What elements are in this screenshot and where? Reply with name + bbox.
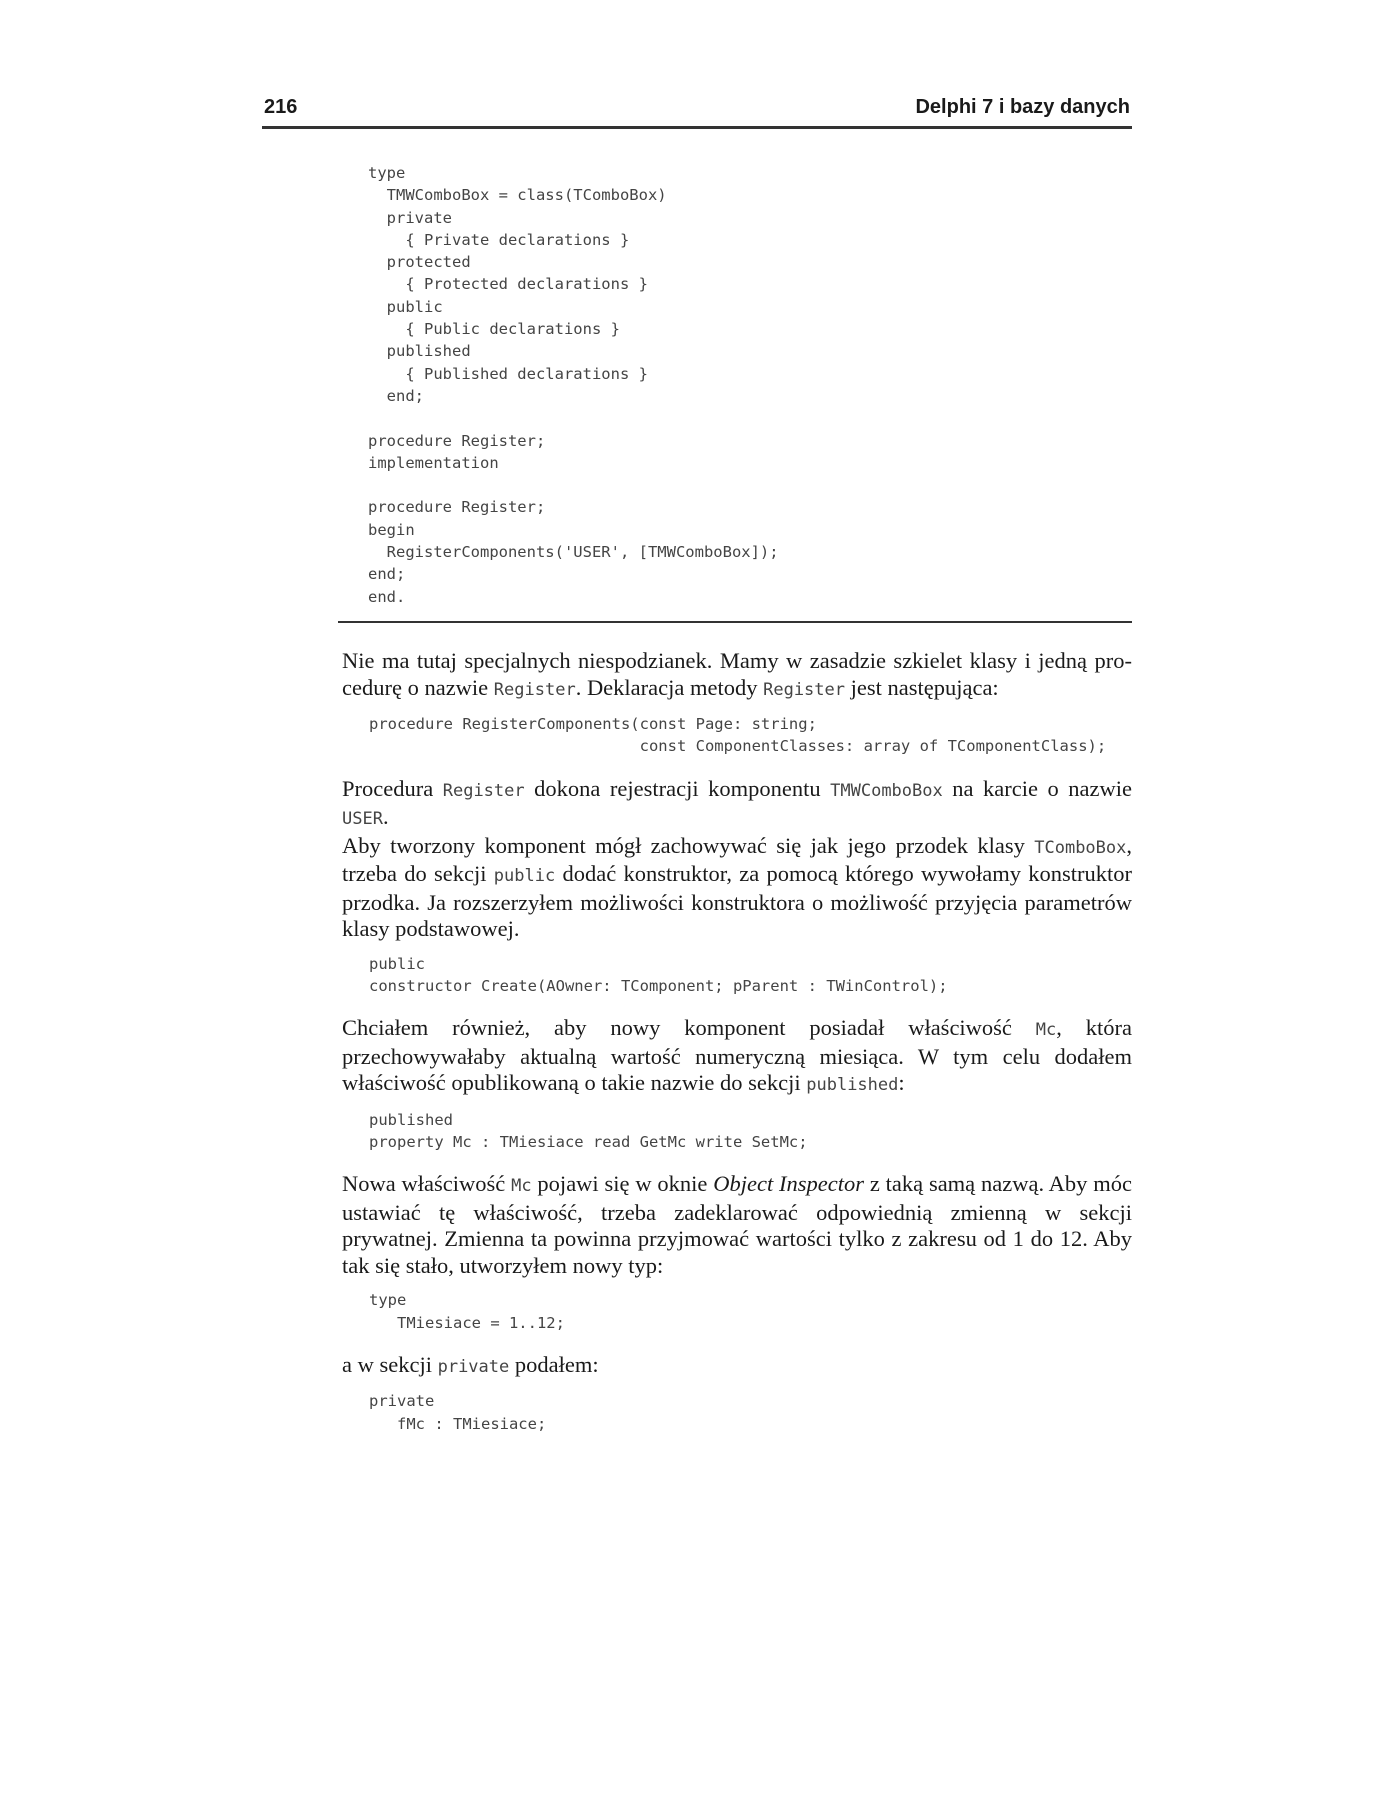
text-run: jest następująca: (845, 674, 999, 700)
text-run: Chciałem również, aby nowy komponent posiadał właściwość (342, 1015, 1036, 1041)
inline-code: Mc (511, 1176, 532, 1197)
text-run: , trzeba do sekcji (342, 832, 1132, 887)
code-line: { Public declarations } (368, 320, 620, 339)
running-header (262, 96, 1132, 129)
code-line: published (369, 1110, 453, 1129)
text-run: . (382, 804, 389, 830)
code-line: begin (368, 520, 415, 539)
code-line: property Mc : TMiesiace read GetMc write SetMc; (369, 1132, 808, 1151)
code-line: RegisterComponents('USER', [TMWComboBox]); (368, 543, 779, 562)
text-run: . Deklaracja metody (575, 674, 764, 700)
page-number: 216 (264, 96, 298, 118)
text-run: : (898, 1070, 905, 1096)
text-run: dokona rejestracji komponentu (524, 775, 831, 801)
code-listing (368, 162, 1128, 608)
inline-code: Register (763, 679, 845, 700)
code-line: { Published declarations } (368, 364, 648, 383)
code-line: protected (368, 253, 471, 272)
code-snippet (369, 1109, 1132, 1154)
inline-code: USER (342, 809, 383, 830)
code-line: type (369, 1291, 407, 1310)
code-line: end; (368, 386, 424, 405)
code-line: private (368, 208, 452, 227)
code-blank-line (368, 474, 1128, 496)
code-line: type (368, 164, 406, 182)
text-run: pojawi się w oknie (531, 1171, 714, 1197)
code-line: TMWComboBox = class(TComboBox) (368, 186, 667, 205)
book-title: Delphi 7 i bazy danych (915, 96, 1130, 118)
code-line: TMiesiace = 1..12; (369, 1313, 565, 1332)
code-line: procedure Register; (368, 498, 546, 517)
code-line: end. (368, 587, 406, 606)
code-line: { Protected declarations } (368, 275, 648, 294)
inline-code: Register (493, 679, 576, 700)
paragraph (342, 776, 1132, 833)
paragraph (342, 1015, 1132, 1099)
paragraph (342, 1171, 1132, 1279)
paragraph (342, 648, 1132, 703)
inline-code: published (806, 1075, 899, 1096)
text-run: Nie ma tutaj specjalnych niespodzianek. Mamy w zasadzie szkielet klasy i jedną procedurę o nazwie (342, 648, 1132, 700)
code-line: procedure RegisterComponents(const Page: string; (369, 715, 817, 733)
text-run: a w sekcji (342, 1351, 438, 1377)
inline-code: public (493, 866, 556, 887)
listing-divider (338, 621, 1132, 623)
inline-code: private (437, 1356, 510, 1377)
inline-code: Mc (1035, 1020, 1057, 1041)
code-line: end; (368, 565, 406, 584)
text-run: Aby tworzony komponent mógł zachowywać się jak jego przodek klasy (342, 832, 1035, 858)
code-line: constructor Create(AOwner: TComponent; pParent : TWinControl); (369, 976, 948, 995)
text-run: , która przechowywałaby aktualną wartość numeryczną miesiąca. W tym celu dodałem właściwość opublikowaną o takie nazwie do sekcji (342, 1015, 1132, 1096)
inline-code: TComboBox (1034, 837, 1127, 858)
code-line: implementation (368, 453, 499, 472)
inline-code: TMWComboBox (830, 780, 943, 801)
text-run: dodać konstruktor, za pomocą którego wywołamy konstruktor przodka. Ja rozszerzyłem możliwości konstruktora o możliwość przyjęcia parametrów klasy podstawowej. (342, 861, 1132, 942)
code-line: fMc : TMiesiace; (369, 1414, 547, 1433)
text-run: na karcie o nazwie (942, 775, 1132, 801)
code-line: const ComponentClasses: array of TComponentClass); (369, 737, 1107, 756)
code-snippet (369, 1289, 1132, 1334)
code-line: published (368, 342, 471, 361)
emphasis-text: Object Inspector (713, 1171, 864, 1197)
code-line: procedure Register; (368, 431, 546, 450)
code-line: public (369, 954, 425, 973)
text-run: Nowa właściwość (342, 1171, 512, 1197)
code-snippet (369, 1390, 1132, 1435)
text-run: z taką samą nazwą. Aby móc ustawiać tę właściwość, trzeba zadeklarować odpowiednią zmienną w sekcji prywatnej. Zmienna ta powinna przyjmować wartości tylko z zakresu od 1 do 12. Aby tak się stało, utworzyłem nowy typ: (342, 1171, 1132, 1278)
paragraph (342, 833, 1132, 943)
code-blank-line (368, 407, 1128, 429)
code-snippet (369, 713, 1132, 758)
text-run: podałem: (509, 1351, 599, 1377)
paragraph (342, 1352, 1132, 1381)
code-line: { Private declarations } (368, 230, 630, 249)
code-snippet (369, 953, 1132, 998)
code-line: private (369, 1392, 435, 1411)
body-text (342, 648, 1132, 1453)
code-line: public (368, 297, 443, 316)
text-run: Procedura (342, 775, 443, 801)
inline-code: Register (442, 780, 525, 801)
